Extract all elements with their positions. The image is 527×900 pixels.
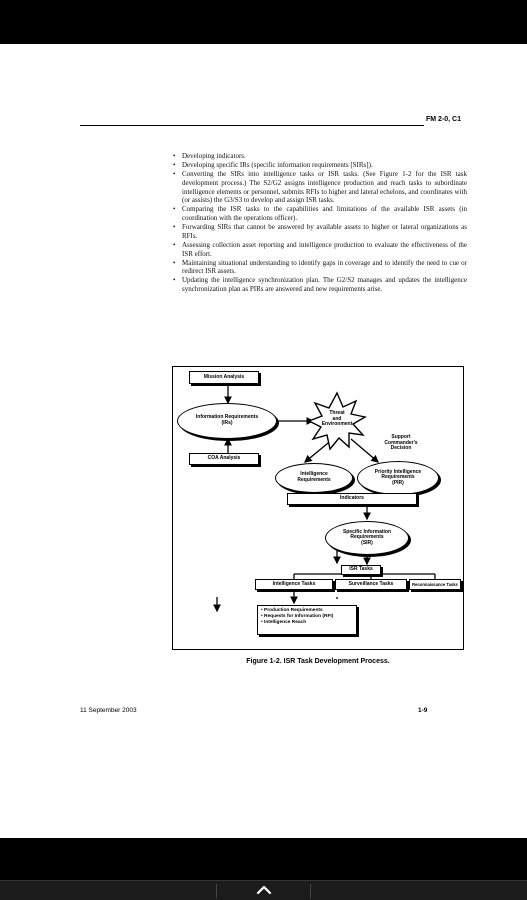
intel-req-line1: Intelligence [300, 471, 328, 478]
bullet-item: • Maintaining situational understanding to identify gaps in coverage and to identify the need to cue or redirect ISR assets. [173, 259, 467, 276]
indicators-box [287, 493, 417, 505]
sir-line1: Specific Information [342, 528, 392, 535]
output-item: • Production Requirements [261, 608, 323, 613]
support-line3: Decision [390, 445, 412, 452]
bullet-item: • Updating the intelligence synchronization plan. The G2/S2 manages and updates the intelligence synchronization plan as PIRs are answered and new requirements arise. [173, 276, 467, 293]
nav-separator [310, 884, 311, 898]
threat-line1: Threat [329, 410, 345, 416]
top-status-bar [0, 0, 527, 44]
information-requirements-oval [177, 403, 277, 439]
bullet-item: • Assessing collection asset reporting and intelligence production to evaluate the effectiveness of the ISR effort. [173, 241, 467, 258]
sir-line2: Requirements [350, 534, 384, 541]
pir-line1: Priority Intelligence [374, 468, 422, 475]
support-line1: Support [391, 434, 411, 440]
sir-oval [325, 521, 409, 555]
chevron-up-icon[interactable] [252, 883, 276, 897]
pir-line3: (PIR) [392, 479, 404, 486]
reconnaissance-tasks-box [409, 579, 461, 590]
intelligence-outputs-box [257, 605, 357, 635]
intelligence-tasks-label: Intelligence Tasks [272, 580, 316, 587]
intel-req-line2: Requirements [297, 477, 331, 483]
isr-tasks-label: ISR Tasks [349, 566, 373, 573]
manual-reference: FM 2-0, C1 [426, 116, 462, 123]
coa-analysis-box [189, 453, 259, 465]
output-item: • Requests for Information (RFI) [261, 614, 334, 619]
support-decision-label [375, 435, 427, 452]
coa-analysis-label: COA Analysis [207, 455, 241, 462]
intelligence-tasks-box [255, 579, 333, 590]
bullet-item: • Developing specific IRs (specific information requirements [SIRs]). [173, 161, 467, 170]
bullet-item: • Comparing the ISR tasks to the capabilities and limitations of the available ISR assets (in coordination with the operations officer). [173, 205, 467, 222]
header-rule [80, 125, 424, 126]
bullet-item: • Forwarding SIRs that cannot be answered by available assets to higher or lateral organizations as RFIs. [173, 223, 467, 240]
pir-line2: Requirements [381, 474, 415, 481]
ir-label-line2: (IRs) [221, 420, 233, 426]
threat-line2: and [332, 415, 342, 422]
support-line2: Commander's [384, 439, 418, 446]
mission-analysis-box [189, 371, 259, 384]
indicators-label: Indicators [340, 495, 364, 502]
ir-label-line1: Information Requirements [195, 414, 259, 421]
threat-line3: Environment [321, 421, 353, 428]
surveillance-tasks-box [335, 579, 407, 590]
footer-date: 11 September 2003 [80, 707, 137, 714]
bullet-list [173, 152, 467, 294]
bullet-item: • Developing indicators. [173, 152, 467, 161]
threat-environment-label [313, 411, 361, 428]
intelligence-requirements-oval [275, 463, 353, 493]
mission-analysis-label: Mission Analysis [203, 373, 245, 380]
nav-separator [216, 884, 217, 898]
sir-line3: (SIR) [361, 539, 373, 546]
output-item: • Intelligence Reach [261, 620, 307, 625]
figure-caption: Figure 1-2. ISR Task Development Process. [246, 658, 390, 665]
surveillance-tasks-label: Surveillance Tasks [348, 580, 394, 587]
isr-tasks-box [341, 565, 381, 575]
isr-process-diagram [172, 366, 464, 650]
footer-page-number: 1-9 [418, 707, 428, 714]
pir-oval [357, 461, 439, 495]
reconnaissance-tasks-label: Reconnaissance Tasks [412, 581, 458, 587]
bullet-item: • Converting the SIRs into intelligence tasks or ISR tasks. (See Figure 1-2 for the ISR task development process.) The S2/G2 assigns intelligence production and reach tasks to subordinate intelligence elements or personnel, submits RFIs to higher and lateral echelons, and coordinates with (or assists) the G3/S3 to develop and assign ISR tasks. [173, 170, 467, 204]
